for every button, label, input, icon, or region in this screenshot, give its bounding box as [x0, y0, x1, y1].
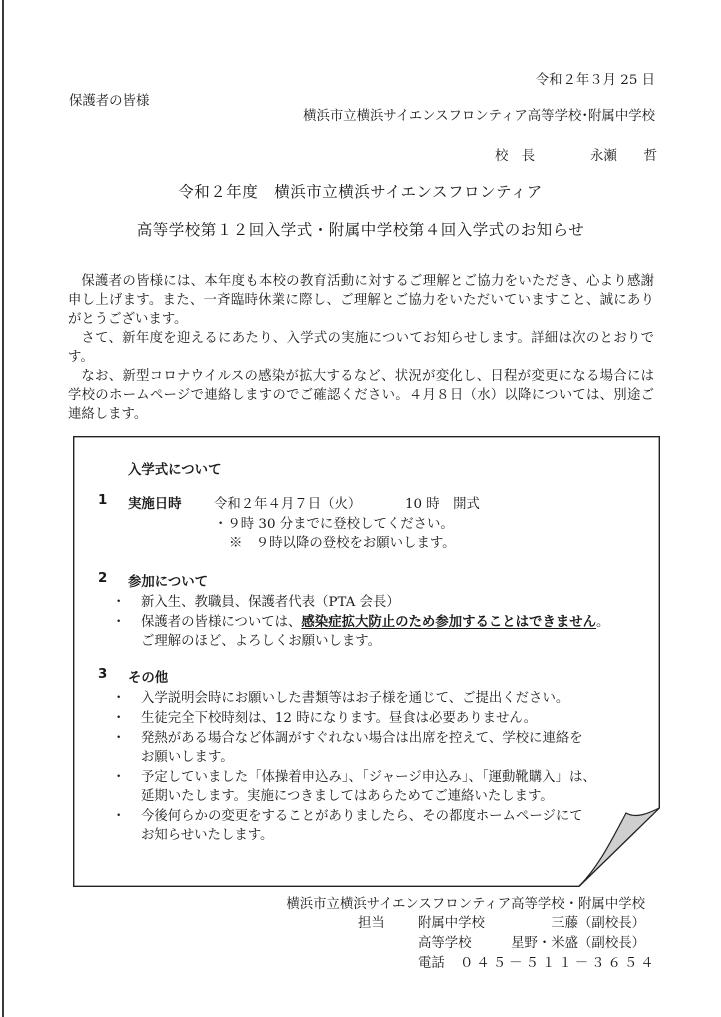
guardian-note-lead: 保護者の皆様については、 — [141, 615, 302, 630]
section-1-number: 1 — [98, 493, 108, 508]
section-2-title: 参加について — [128, 575, 209, 590]
intro-paragraph-1: 保護者の皆様には、本年度も本校の教育活動に対するご理解とご協力をいただき、心より感謝申し上げます。また、一斉臨時休業に際し、ご理解とご協力をいただいていますこと、誠にありがとうございます。 — [68, 274, 654, 327]
documents-note: 入学説明会時にお願いした書類等はお子様を通じて、ご提出ください。 — [141, 691, 570, 706]
bullet-mark: ・ — [112, 691, 126, 706]
bullet-mark: ・ — [112, 595, 126, 610]
intro-text — [68, 272, 654, 424]
page-left-edge — [2, 0, 4, 1017]
postponement-note: 予定していました「体操着申込み」、「ジャージ申込み」、「運動靴購入」は、 — [141, 770, 596, 785]
changes-note: 今後何らかの変更をすることがありましたら、その都度ホームページにて — [141, 809, 583, 824]
arrival-note: ・９時 30 分までに登校してください。 — [214, 517, 454, 532]
addressee: 保護者の皆様 — [69, 94, 150, 109]
section-2-number: 2 — [98, 571, 108, 586]
contact-dept-senior: 高等学校 — [418, 936, 472, 951]
postponement-note-continued: 延期いたします。実施につきましてはあらためてご連絡いたします。 — [141, 789, 554, 804]
intro-paragraph-2: さて、新年度を迎えるにあたり、入学式の実施についてお知らせします。詳細は次のとおりです。 — [68, 331, 654, 365]
arrival-remark: ※ ９時以降の登校をお願いします。 — [229, 536, 456, 551]
guardian-attendance-note — [141, 611, 609, 630]
dismissal-note: 生徒完全下校時刻は、12 時になります。昼食は必要ありません。 — [141, 711, 537, 726]
bullet-mark: ・ — [112, 731, 126, 746]
section-1-title: 実施日時 — [128, 497, 182, 512]
notice-heading: 入学式について — [128, 463, 222, 478]
phone-label: 電話 — [418, 956, 445, 971]
ceremony-time: 10 時 開式 — [405, 497, 480, 512]
phone-number: ０４５－５１１－３６５４ — [460, 956, 657, 971]
contact-dept-junior: 附属中学校 — [418, 916, 485, 931]
guardian-note-period: 。 — [596, 615, 610, 630]
document-title-line1: 令和２年度 横浜市立横浜サイエンスフロンティア — [178, 183, 543, 201]
contact-person-senior: 星野・米盛（副校長） — [511, 936, 645, 951]
guardian-note-continued: ご理解のほど、よろしくお願いします。 — [141, 634, 381, 649]
issuing-school: 横浜市立横浜サイエンスフロンティア高等学校･附属中学校 — [303, 109, 655, 124]
contact-person-junior: 三藤（副校長） — [551, 916, 645, 931]
section-3-number: 3 — [98, 667, 108, 682]
principal-title: 校 長 — [495, 149, 536, 164]
section-3-title: その他 — [128, 671, 169, 686]
changes-note-continued: お知らせいたします。 — [141, 828, 274, 843]
footer-school: 横浜市立横浜サイエンスフロンティア高等学校・附属中学校 — [286, 897, 645, 912]
attendees-list: 新入生、教職員、保護者代表（PTA 会長） — [141, 595, 400, 610]
page-curl — [579, 808, 659, 886]
bullet-mark: ・ — [112, 770, 126, 785]
intro-paragraph-3: なお、新型コロナウイルスの感染が拡大するなど、状況が変化し、日程が変更になる場合には学校のホームページで連絡しますのでご確認ください。４月８日（水）以降については、別途ご連絡します。 — [68, 369, 654, 422]
bullet-mark: ・ — [112, 809, 126, 824]
bullet-mark: ・ — [112, 711, 126, 726]
contact-label: 担当 — [358, 916, 385, 931]
issue-date: 令和２年３月 25 日 — [535, 73, 655, 88]
ceremony-date: 令和２年４月７日（火） — [214, 497, 362, 512]
bullet-mark: ・ — [112, 615, 126, 630]
document-title-line2: 高等学校第１２回入学式・附属中学校第４回入学式のお知らせ — [136, 221, 585, 239]
no-attendance-emphasis: 感染症拡大防止のため参加することはできません — [301, 615, 597, 630]
health-note: 発熱がある場合など体調がすぐれない場合は出席を控えて、学校に連絡を — [141, 731, 583, 746]
principal-name: 永瀬 哲 — [590, 149, 657, 164]
health-note-continued: お願いします。 — [141, 750, 234, 765]
